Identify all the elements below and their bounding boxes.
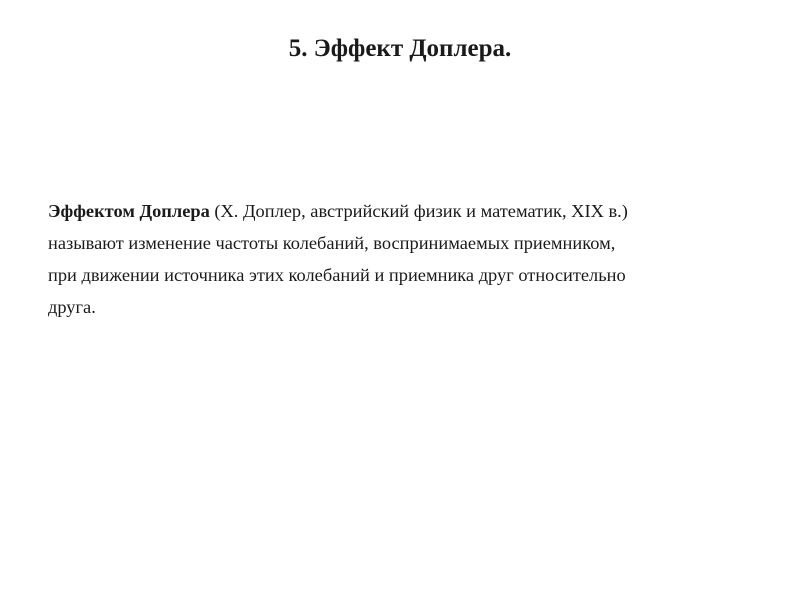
definition-line-1	[48, 195, 760, 227]
definition-line-1-rest: (Х. Доплер, австрийский физик и математик, XIX в.)	[209, 201, 628, 221]
slide-title: 5. Эффект Доплера.	[288, 35, 512, 62]
definition-paragraph	[48, 195, 760, 323]
definition-line-3: при движении источника этих колебаний и приемника друг относительно	[48, 265, 626, 285]
definition-line-4: друга.	[48, 297, 96, 317]
definition-line-2: называют изменение частоты колебаний, воспринимаемых приемником,	[48, 233, 616, 253]
definition-term: Эффектом Доплера	[48, 201, 210, 221]
